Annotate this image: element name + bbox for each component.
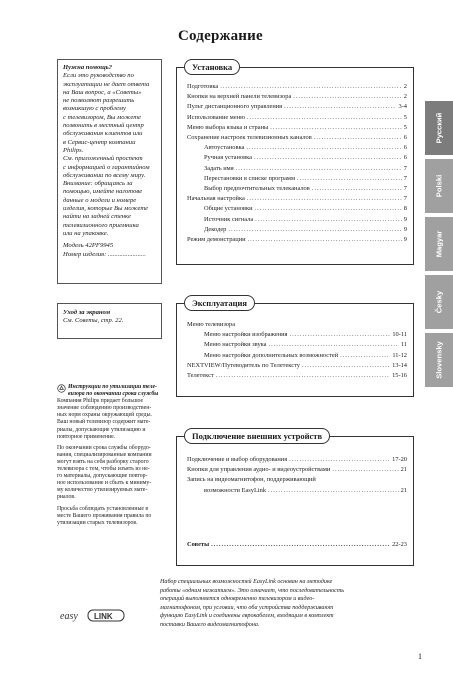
toc-entry[interactable]	[187, 153, 407, 163]
toc-entry[interactable]	[187, 215, 407, 225]
toc-entry-page: 15-16	[392, 372, 407, 380]
toc-entry[interactable]	[187, 174, 407, 184]
disposal-title-line: Инструкции по утилизации теле-	[68, 384, 157, 390]
language-tab-label: Magyar	[434, 230, 444, 258]
toc-entry[interactable]	[187, 184, 407, 194]
toc-entry[interactable]	[187, 133, 407, 143]
model-label: Модель 42PF9945	[63, 242, 114, 250]
toc-entry-page: 13-14	[392, 361, 407, 369]
help-text-line: помощью, имейте наготове	[63, 188, 143, 196]
toc-entry[interactable]	[187, 82, 407, 92]
toc-entry[interactable]	[187, 465, 407, 475]
toc-entry[interactable]	[187, 92, 407, 102]
help-text-line: Philips.	[63, 146, 84, 154]
toc-entry-label: Сохранение настроек телевизионных каналов	[187, 134, 312, 142]
disposal-text-line: вания, специализированные компании	[57, 451, 152, 458]
toc-entry-label: Подключение и выбор оборудования	[187, 456, 288, 463]
toc-entry-label: Общие установки	[204, 205, 253, 213]
svg-text:easy: easy	[60, 611, 78, 622]
toc-entry-page: 21	[400, 486, 407, 494]
help-text-line: позвонить в местный центр	[63, 122, 144, 130]
easylink-text-line: Набор специальных возможностей EasyLink основан на методике	[160, 579, 333, 585]
easylink-text-line: поставки Вашего видеомагнитофона.	[160, 621, 260, 628]
help-text-line: изделия, которые Вы можете	[63, 205, 149, 213]
toc-entry[interactable]	[187, 225, 407, 235]
language-tab-3[interactable]	[425, 217, 453, 271]
disposal-title-line: визора по окончании срока службы	[68, 391, 159, 398]
help-text-line: См. приложенный проспект	[63, 155, 143, 163]
toc-entry[interactable]	[187, 486, 407, 496]
toc-entry-page: 6	[403, 134, 407, 142]
language-tab-4[interactable]	[425, 275, 453, 329]
toc-entry-label: Задать имя	[204, 164, 234, 172]
help-box	[57, 59, 162, 284]
toc-entry-page: 2	[403, 83, 407, 90]
disposal-paragraph-1	[57, 398, 165, 441]
toc-entry[interactable]	[187, 340, 407, 350]
toc-entry-page: 7	[403, 174, 407, 182]
toc-entry-label: NEXTVIEW/Путеводитель по Телетексту	[187, 361, 300, 369]
toc-entry-label: Ручная установка	[204, 154, 252, 162]
language-tab-5[interactable]	[425, 333, 453, 387]
toc-entry[interactable]	[187, 204, 407, 214]
easylink-text-line: работы «одним нажатием». Это означает, что последовательность	[160, 587, 345, 594]
operation-toc	[187, 320, 407, 381]
toc-entry-page: 7	[403, 185, 407, 193]
page-number: 1	[418, 652, 422, 661]
help-text-line: Внимание: обращаясь за	[63, 180, 133, 188]
toc-entry[interactable]	[187, 361, 407, 371]
disposal-paragraph-3	[57, 506, 165, 527]
toc-entry-page: 8	[403, 205, 407, 213]
help-text-line: данные о модели и номере	[63, 196, 137, 204]
disposal-text-line: Компания Philips придает большое	[57, 398, 144, 405]
disposal-text-line: По окончании срока службы оборудо-	[57, 444, 151, 451]
disposal-text-line: Просьба соблюдать установленные в	[57, 505, 149, 512]
disposal-title	[57, 384, 165, 398]
disposal-text-line: му количество утилизируемых мате-	[57, 487, 148, 494]
toc-entry-label: Автоустановка	[204, 144, 245, 152]
toc-entry[interactable]	[187, 164, 407, 174]
connect-heading: Подключение внешних устройств	[184, 428, 330, 444]
tips-label: Советы	[187, 541, 210, 548]
toc-entry-label: Пульт дистанционного управления	[187, 103, 283, 111]
help-text-line: обслуживания клиентов или	[63, 130, 143, 138]
help-text-line: на Ваш вопрос, а «Советы»	[63, 88, 142, 96]
toc-entry-label: Меню настройки дополнительных возможностей	[204, 351, 339, 359]
toc-entry-label: Перестановки в списке программ	[204, 174, 296, 182]
language-tab-label: Česky	[434, 290, 444, 314]
toc-entry-page: 5	[403, 123, 407, 131]
toc-entry-label: Меню настройки звука	[204, 341, 267, 349]
easylink-text-line: функцию EasyLink и соединены еврокабелем, входящим в комплект	[160, 613, 334, 620]
operation-heading: Эксплуатация	[184, 295, 255, 311]
toc-entry-label: Подготовка	[187, 83, 219, 90]
language-tab-label: Polski	[434, 174, 444, 198]
toc-entry-label: Декодер	[204, 225, 227, 233]
tips-entry	[187, 540, 407, 550]
disposal-text-line: го материалы, допускающие повтор-	[57, 473, 148, 480]
help-text-line: обслуживании по всему миру.	[63, 171, 146, 179]
toc-entry-label: Меню телевизора	[187, 321, 236, 328]
toc-entry-label: Источник сигнала	[204, 215, 254, 223]
toc-entry-page: 11-12	[392, 351, 407, 359]
disposal-text-line: значение соблюдению производствен-	[57, 405, 152, 412]
toc-entry[interactable]	[187, 194, 407, 204]
help-text-line: Если это руководство по	[63, 72, 134, 80]
easylink-description	[160, 578, 400, 630]
toc-entry-page: 6	[403, 154, 407, 162]
disposal-text-line: телевизора с тем, чтобы изъять из не-	[57, 466, 150, 473]
toc-entry-page: 21	[400, 466, 407, 474]
toc-entry[interactable]	[187, 102, 407, 112]
toc-entry[interactable]	[187, 351, 407, 361]
care-heading: Уход за экраном	[63, 309, 111, 316]
toc-entry-page: 17-20	[392, 456, 407, 463]
toc-entry[interactable]	[187, 235, 407, 245]
help-text-line: с телевизором, Вы можете	[63, 113, 141, 121]
page-title: Содержание	[178, 28, 263, 44]
toc-entry-label: Меню выбора языка и страны	[187, 123, 269, 131]
connect-toc	[187, 455, 407, 496]
toc-entry[interactable]	[187, 455, 407, 465]
toc-entry-label: Меню настройки изображения	[204, 331, 288, 339]
help-text-line: телевизионного приемника	[63, 221, 139, 229]
disposal-text-line: риалов.	[57, 494, 76, 501]
toc-entry[interactable]	[187, 320, 407, 330]
care-text: См. Советы, стр. 22.	[63, 317, 124, 325]
toc-entry[interactable]	[187, 330, 407, 340]
toc-entry-label: Режим демонстрации	[187, 236, 246, 244]
easylink-text-line: операций выполняется одновременно телевизором и видео-	[160, 596, 315, 603]
tips-page: 22-23	[392, 541, 407, 548]
help-text-line: не позволяют разрешить	[63, 97, 135, 105]
serial-label: Номер изделия: .......................	[63, 250, 146, 258]
easylink-text-line: магнитофоном, при условии, что оба устройства поддерживают	[160, 604, 334, 611]
toc-entry[interactable]	[187, 371, 407, 381]
toc-entry-page: 11	[400, 341, 407, 349]
help-text-line: или на упаковке.	[63, 229, 109, 237]
toc-entry-page: 5	[403, 113, 407, 121]
toc-entry-page: 3-4	[398, 103, 407, 111]
language-tab-label: Slovensky	[434, 341, 444, 379]
toc-entry-page: 7	[403, 164, 407, 172]
setup-heading: Установка	[184, 59, 240, 75]
toc-entry-page: 2	[403, 93, 407, 101]
toc-entry[interactable]	[187, 123, 407, 133]
svg-text:LINK: LINK	[94, 612, 113, 621]
help-text-line: с информацией о гарантийном	[63, 163, 150, 171]
toc-entry[interactable]	[187, 475, 407, 485]
toc-entry-label: Кнопки на верхней панели телевизора	[187, 93, 292, 101]
disposal-instructions	[57, 384, 165, 531]
help-text-line: найти на задней стенке	[63, 213, 131, 221]
disposal-text-line: Ваш новый телевизор содержит мате-	[57, 419, 151, 426]
toc-entry-label: Начальная настройка	[187, 195, 245, 203]
disposal-text-line: ное использование и сбыть к миниму-	[57, 480, 152, 487]
disposal-text-line: утилизации старых телевизоров.	[57, 519, 138, 526]
disposal-text-line: месте Вашего проживания правила по	[57, 512, 152, 519]
toc-entry-label: Выбор предпочтительных телеканалов	[204, 185, 310, 193]
disposal-text-line: могут взять на себя разборку старого	[57, 458, 149, 465]
toc-entry-label: Телетекст	[187, 372, 214, 380]
help-text	[63, 72, 156, 238]
toc-entry-page: 10-11	[392, 331, 407, 339]
help-heading: Нужна помощь?	[63, 64, 113, 71]
help-text-line: эксплуатации не дает ответа	[63, 80, 150, 88]
easylink-logo	[58, 606, 158, 624]
disposal-paragraph-2	[57, 445, 165, 502]
toc-entry-page: 6	[403, 144, 407, 152]
disposal-text-line: повторное применение.	[57, 433, 116, 440]
toc-entry-label: Запись на видеомагнитофон, поддерживающий	[187, 476, 316, 484]
language-tab-1[interactable]	[425, 101, 453, 155]
disposal-text-line: ных норм охраны окружающей среды.	[57, 412, 152, 419]
toc-entry-page: 9	[403, 225, 407, 233]
language-tab-2[interactable]	[425, 159, 453, 213]
language-tab-label: Русский	[434, 112, 444, 144]
toc-entry-page: 9	[403, 236, 407, 244]
toc-entry[interactable]	[187, 143, 407, 153]
toc-entry-label: Использование меню	[187, 113, 245, 121]
disposal-text-line: риалы, допускающие утилизацию и	[57, 426, 146, 433]
setup-toc	[187, 82, 407, 245]
toc-entry[interactable]	[187, 113, 407, 123]
toc-entry-page: 7	[403, 195, 407, 203]
screen-care-box	[57, 303, 162, 339]
help-text-line: возникшую с проблему	[63, 105, 126, 113]
help-text-line: в Сервис-центр компании	[63, 138, 136, 146]
toc-entry-label: возможности EasyLink	[204, 486, 267, 494]
toc-entry-page: 9	[403, 215, 407, 223]
toc-entry-label: Кнопки для управления аудио- и видеоустройствами	[187, 466, 331, 474]
